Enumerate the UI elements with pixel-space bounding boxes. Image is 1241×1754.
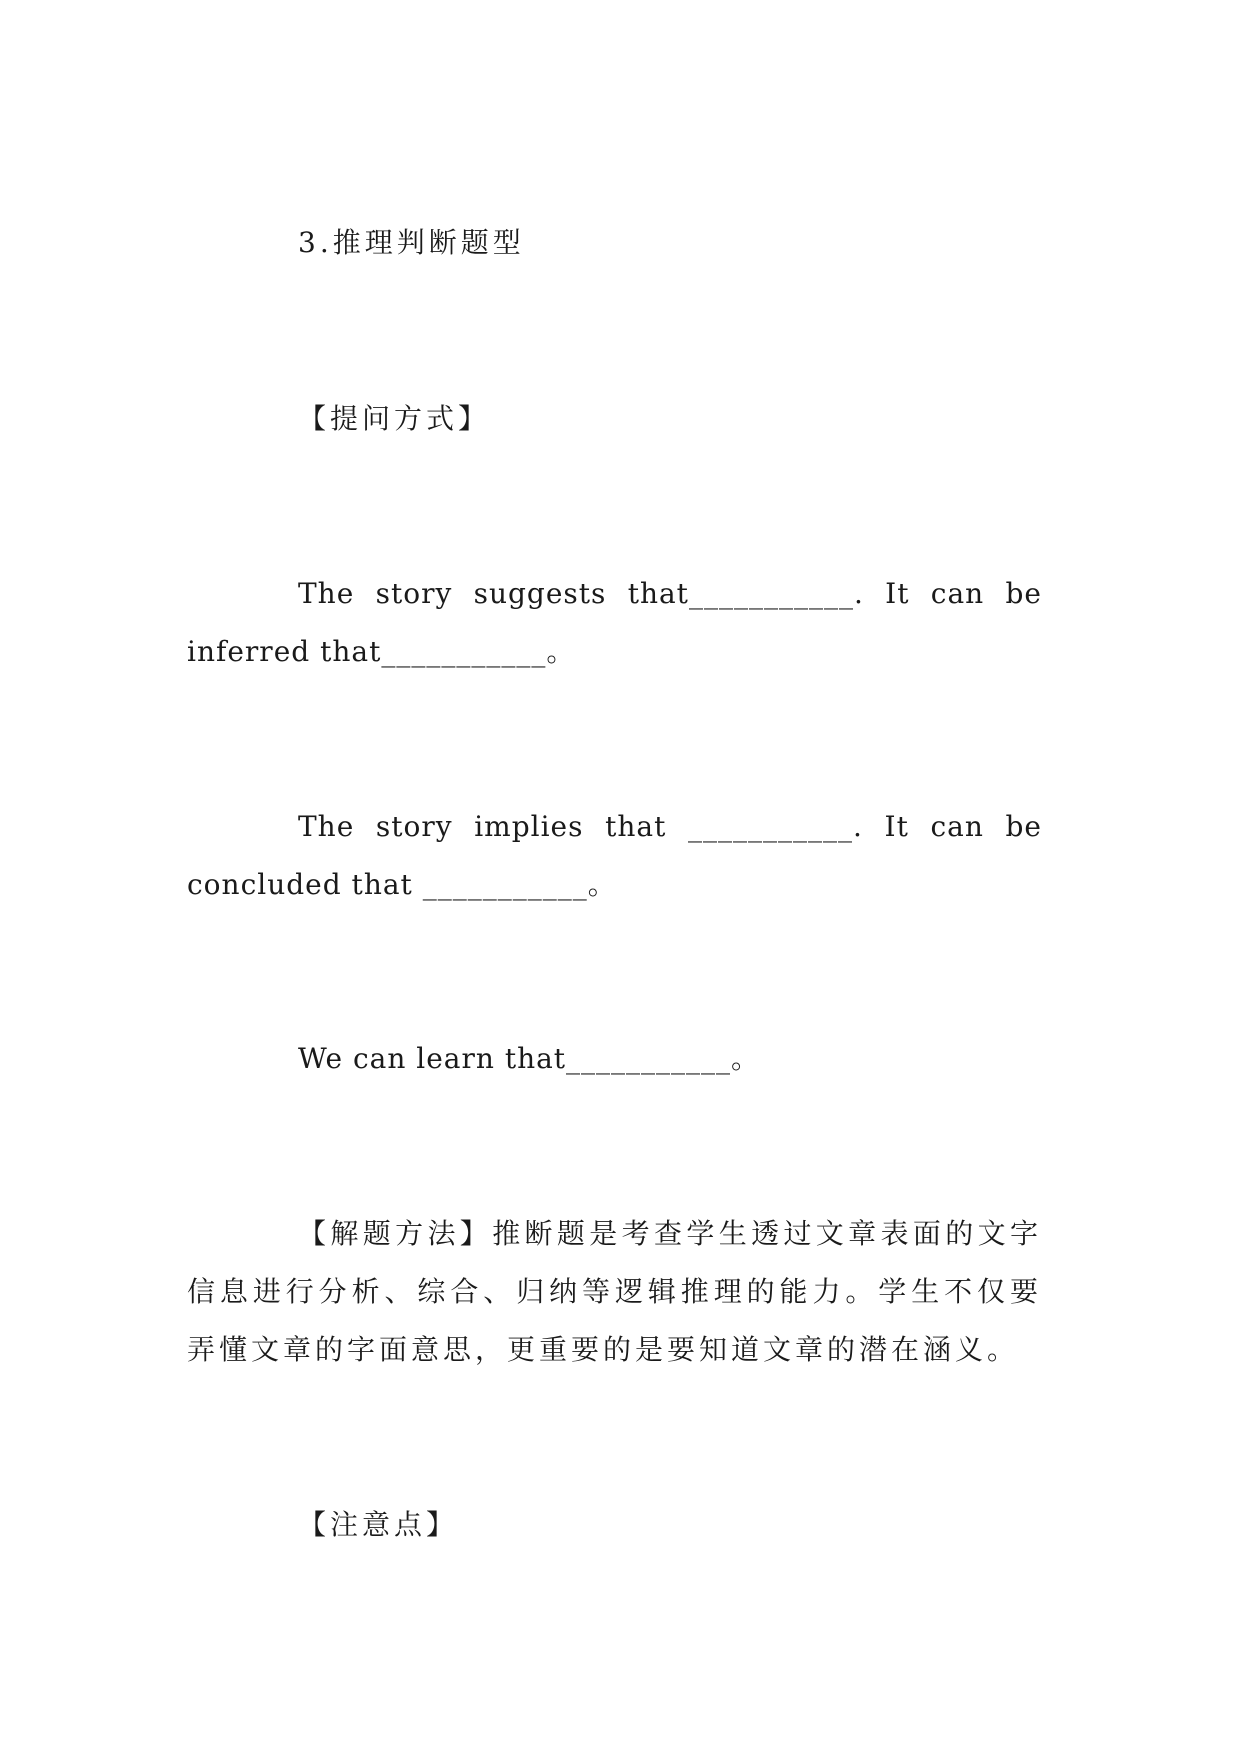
section-heading: 3.推理判断题型 <box>298 226 525 259</box>
solving-method-text: 推断题是考查学生透过文章表面的文字信息进行分析、综合、归纳等逻辑推理的能力。学生不仅要弄懂文章的字面意思，更重要的是要知道文章的潜在涵义。 <box>187 1217 1042 1366</box>
notes-label: 【注意点】 <box>298 1508 459 1541</box>
ask-method-label: 【提问方式】 <box>298 402 491 435</box>
solving-method-label: 【解题方法】 <box>298 1217 493 1250</box>
question-pattern-2: The story implies that ___________. It can be concluded that ___________。 <box>187 810 1042 901</box>
question-pattern-1: The story suggests that___________. It can be inferred that___________。 <box>187 577 1042 668</box>
question-pattern-3: We can learn that___________。 <box>298 1042 761 1075</box>
solving-method-paragraph <box>187 1205 1042 1379</box>
